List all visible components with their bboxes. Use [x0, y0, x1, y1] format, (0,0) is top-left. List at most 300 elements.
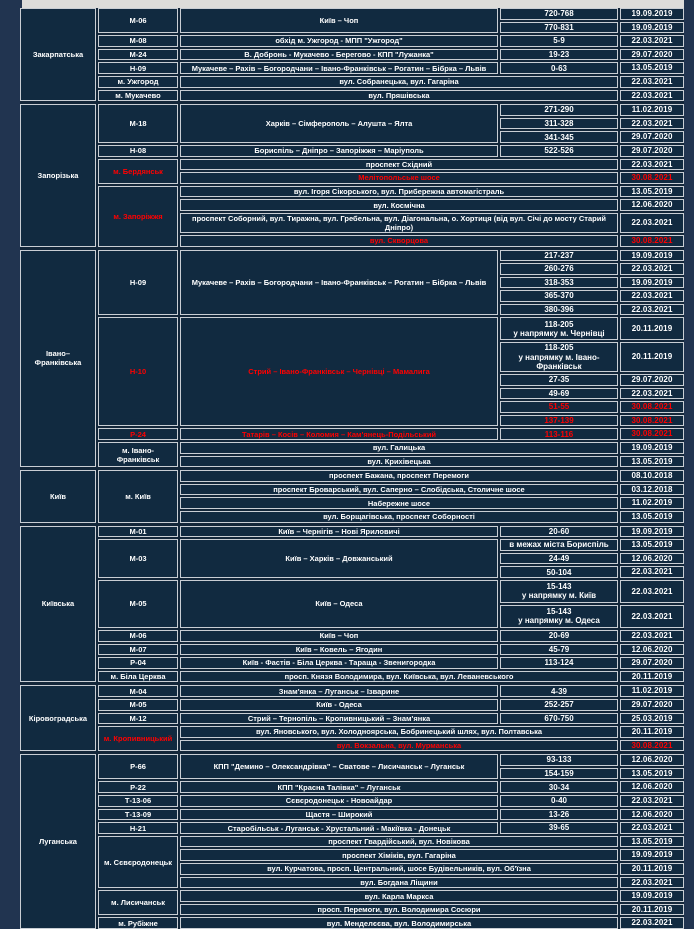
route-cell: обхід м. Ужгород - МПП "Ужгород"	[180, 35, 498, 47]
route-cell: Київ - Фастів - Біла Церква - Тараща - Звенигородка	[180, 657, 498, 669]
date-cell: 12.06.2020	[620, 553, 684, 565]
route-cell: Київ - Одеса	[180, 699, 498, 711]
road-code-cell: М-04	[98, 685, 178, 697]
entry-row	[180, 904, 684, 916]
date-cell: 22.03.2021	[620, 213, 684, 233]
date-cell: 13.05.2019	[620, 836, 684, 848]
route-cell: Стрий – Тернопіль – Кропивницький – Знам'янка	[180, 713, 498, 725]
date-cell: 22.03.2021	[620, 877, 684, 889]
road-block	[98, 795, 684, 807]
entry-row	[180, 199, 684, 211]
km-date-entries	[500, 699, 684, 711]
road-block	[98, 630, 684, 642]
km-date-entries	[500, 630, 684, 642]
km-cell	[500, 8, 618, 20]
km-range: 318-353	[544, 277, 574, 287]
street-cell: проспект Хіміків, вул. Гагаріна	[180, 849, 618, 861]
entry-row	[500, 754, 684, 766]
km-range: 720-768	[544, 9, 574, 19]
entry-row	[180, 159, 684, 171]
date-cell: 29.07.2020	[620, 145, 684, 157]
entry-row	[180, 456, 684, 468]
date-cell: 29.07.2020	[620, 699, 684, 711]
km-date-entries	[500, 145, 684, 157]
road-block	[98, 713, 684, 725]
street-cell: проспект Бажана, проспект Перемоги	[180, 470, 618, 482]
road-block	[98, 685, 684, 697]
entry-row	[180, 186, 684, 198]
date-cell: 22.03.2021	[620, 917, 684, 929]
date-cell: 22.03.2021	[620, 605, 684, 628]
date-cell: 30.08.2021	[620, 401, 684, 413]
date-cell: 22.03.2021	[620, 263, 684, 275]
km-date-entries	[500, 539, 684, 578]
km-cell	[500, 580, 618, 603]
route-cell: Татарів – Косів – Коломия – Кам'янець-Подільський	[180, 428, 498, 440]
road-block	[98, 250, 684, 316]
road-code-cell: Н-09	[98, 250, 178, 316]
km-direction: у напрямку м. Одеса	[518, 616, 600, 626]
date-cell: 20.11.2019	[620, 671, 684, 683]
km-date-entries	[500, 526, 684, 538]
entry-row	[500, 428, 684, 440]
road-block	[98, 644, 684, 656]
date-cell: 22.03.2021	[620, 76, 684, 88]
km-range: 154-159	[544, 769, 574, 779]
region-name-cell: Кіровоградська	[20, 685, 96, 751]
road-code-cell: М-06	[98, 630, 178, 642]
street-cell: Набережне шосе	[180, 497, 618, 509]
city-name-cell: м. Кропивницький	[98, 726, 178, 751]
date-cell: 13.05.2019	[620, 186, 684, 198]
block-inner	[180, 428, 684, 440]
street-cell: вул. Собранецька, вул. Гагаріна	[180, 76, 618, 88]
region-content	[98, 754, 684, 929]
date-cell: 03.12.2018	[620, 484, 684, 496]
street-cell: вул. Карла Маркса	[180, 890, 618, 902]
region-row	[20, 250, 684, 468]
region-name-cell: Запорізька	[20, 104, 96, 246]
entry-row	[180, 76, 684, 88]
date-cell: 08.10.2018	[620, 470, 684, 482]
entry-row	[500, 22, 684, 34]
date-cell: 30.08.2021	[620, 428, 684, 440]
km-cell	[500, 781, 618, 793]
entry-row	[180, 849, 684, 861]
route-cell: Харків – Сімферополь – Алушта – Ялта	[180, 104, 498, 143]
region-row	[20, 754, 684, 929]
entry-row	[180, 497, 684, 509]
km-date-entries	[500, 428, 684, 440]
km-cell	[500, 104, 618, 116]
block-inner	[180, 713, 684, 725]
road-code-cell: Н-21	[98, 822, 178, 834]
road-code-cell: Т-13-06	[98, 795, 178, 807]
date-cell: 11.02.2019	[620, 104, 684, 116]
date-cell: 11.02.2019	[620, 497, 684, 509]
route-cell: Київ – Одеса	[180, 580, 498, 628]
date-cell: 13.05.2019	[620, 511, 684, 523]
city-street-entries	[180, 90, 684, 102]
street-cell: проспект Соборний, вул. Тиражна, вул. Гребельна, вул. Діагональна, о. Хортиця (від вул. Січі до мосту Старий Дніпро)	[180, 213, 618, 233]
km-cell	[500, 795, 618, 807]
block-inner	[180, 754, 684, 779]
street-cell: просп. Перемоги, вул. Володимира Сосюри	[180, 904, 618, 916]
entry-row	[500, 699, 684, 711]
date-cell: 20.11.2019	[620, 342, 684, 372]
km-range: 93-133	[546, 755, 572, 765]
city-street-entries	[180, 159, 684, 184]
km-cell	[500, 713, 618, 725]
km-cell	[500, 699, 618, 711]
city-name-cell: м. Мукачево	[98, 90, 178, 102]
entry-row	[500, 644, 684, 656]
date-cell: 20.11.2019	[620, 863, 684, 875]
km-date-entries	[500, 104, 684, 143]
date-cell: 30.08.2021	[620, 415, 684, 427]
entry-row	[500, 539, 684, 551]
block-inner	[180, 317, 684, 426]
km-range: 4-39	[550, 686, 567, 696]
km-range: 27-35	[548, 375, 570, 385]
road-block	[98, 104, 684, 143]
route-cell: В. Добронь - Мукачево - Берегово - КПП "Лужанка"	[180, 49, 498, 61]
date-cell: 22.03.2021	[620, 90, 684, 102]
entry-row	[180, 917, 684, 929]
km-range: 217-237	[544, 250, 574, 260]
km-cell	[500, 388, 618, 400]
city-street-entries	[180, 890, 684, 915]
km-cell	[500, 809, 618, 821]
entry-row	[500, 685, 684, 697]
km-cell	[500, 401, 618, 413]
km-direction: у напрямку м. Київ	[521, 591, 597, 601]
km-range: 365-370	[544, 291, 574, 301]
route-cell: Київ – Харків – Довжанський	[180, 539, 498, 578]
km-cell	[500, 131, 618, 143]
entry-row	[500, 304, 684, 316]
road-code-cell: Т-13-09	[98, 809, 178, 821]
entry-row	[500, 605, 684, 628]
date-cell: 20.11.2019	[620, 317, 684, 340]
km-range: 252-257	[544, 700, 574, 710]
route-cell: Київ – Ковель – Ягодин	[180, 644, 498, 656]
km-range: 113-116	[544, 429, 574, 439]
city-block	[98, 442, 684, 467]
route-cell: Київ – Чоп	[180, 8, 498, 33]
road-code-cell: М-08	[98, 35, 178, 47]
region-content	[98, 526, 684, 683]
road-code-cell: Н-08	[98, 145, 178, 157]
date-cell: 13.05.2019	[620, 768, 684, 780]
region-row	[20, 685, 684, 751]
km-range: 20-69	[548, 631, 570, 641]
road-block	[98, 145, 684, 157]
city-street-entries	[180, 442, 684, 467]
entry-row	[500, 145, 684, 157]
block-inner	[180, 644, 684, 656]
street-cell: просп. Князя Володимира, вул. Київська, вул. Леваневського	[180, 671, 618, 683]
city-street-entries	[180, 726, 684, 751]
entry-row	[500, 781, 684, 793]
km-direction: у напрямку м. Чернівці	[513, 328, 605, 338]
road-block	[98, 317, 684, 426]
km-range: 260-276	[544, 264, 574, 274]
street-cell: проспект Гвардійський, вул. Новікова	[180, 836, 618, 848]
street-cell: вул. Богдана Ліщини	[180, 877, 618, 889]
date-cell: 19.09.2019	[620, 442, 684, 454]
date-cell: 22.03.2021	[620, 580, 684, 603]
entry-row	[500, 553, 684, 565]
city-block	[98, 470, 684, 522]
region-content	[98, 470, 684, 522]
road-code-cell: Н-09	[98, 62, 178, 74]
region-name-cell: Закарпатська	[20, 8, 96, 101]
km-date-entries	[500, 580, 684, 628]
entry-row	[500, 388, 684, 400]
street-cell: вул. Пряшівська	[180, 90, 618, 102]
city-name-cell: м. Івано-Франківськ	[98, 442, 178, 467]
city-block	[98, 726, 684, 751]
date-cell: 25.03.2019	[620, 713, 684, 725]
km-cell	[500, 428, 618, 440]
date-cell: 22.03.2021	[620, 795, 684, 807]
km-date-entries	[500, 713, 684, 725]
road-code-cell: Р-24	[98, 428, 178, 440]
route-cell: КПП "Красна Талівка" – Луганськ	[180, 781, 498, 793]
date-cell: 12.06.2020	[620, 781, 684, 793]
date-cell: 19.09.2019	[620, 890, 684, 902]
road-code-cell: М-18	[98, 104, 178, 143]
km-cell	[500, 304, 618, 316]
city-street-entries	[180, 76, 684, 88]
km-cell	[500, 118, 618, 130]
km-range: 522-526	[544, 146, 574, 156]
km-cell	[500, 415, 618, 427]
street-cell: вул. Ігоря Сікорського, вул. Прибережна автомагістраль	[180, 186, 618, 198]
km-date-entries	[500, 822, 684, 834]
date-cell: 29.07.2020	[620, 131, 684, 143]
route-cell: Київ – Чоп	[180, 630, 498, 642]
road-code-cell: М-05	[98, 580, 178, 628]
region-row	[20, 470, 684, 522]
entry-row	[180, 235, 684, 247]
km-cell	[500, 250, 618, 262]
city-block	[98, 671, 684, 683]
km-range: 271-290	[544, 105, 574, 115]
region-content	[98, 250, 684, 468]
street-cell: вул. Борщагівська, проспект Соборності	[180, 511, 618, 523]
block-inner	[180, 104, 684, 143]
entry-row	[180, 836, 684, 848]
entry-row	[180, 90, 684, 102]
date-cell: 19.09.2019	[620, 277, 684, 289]
entry-row	[500, 374, 684, 386]
block-inner	[180, 809, 684, 821]
street-cell: вул. Вокзальна, вул. Мурманська	[180, 740, 618, 752]
entry-row	[500, 415, 684, 427]
km-range: 51-55	[548, 402, 570, 412]
region-name-cell: Київ	[20, 470, 96, 522]
km-cell	[500, 277, 618, 289]
road-block	[98, 62, 684, 74]
km-date-entries	[500, 35, 684, 47]
km-cell	[500, 263, 618, 275]
road-code-cell: М-01	[98, 526, 178, 538]
block-inner	[180, 250, 684, 316]
entry-row	[500, 250, 684, 262]
region-content	[98, 8, 684, 101]
block-inner	[180, 35, 684, 47]
route-cell: Щастя – Широкий	[180, 809, 498, 821]
date-cell: 30.08.2021	[620, 740, 684, 752]
km-date-entries	[500, 8, 684, 33]
entry-row	[500, 35, 684, 47]
route-cell: Сєвєродонецьк - Новоайдар	[180, 795, 498, 807]
block-inner	[180, 657, 684, 669]
km-range: 113-124	[544, 658, 574, 668]
km-range: 5-9	[553, 36, 565, 46]
km-range: 137-139	[544, 416, 574, 426]
road-block	[98, 580, 684, 628]
city-name-cell: м. Рубіжне	[98, 917, 178, 929]
entry-row	[500, 104, 684, 116]
km-date-entries	[500, 809, 684, 821]
road-block	[98, 35, 684, 47]
km-range: в межах міста Бориспіль	[509, 540, 609, 550]
block-inner	[180, 145, 684, 157]
km-range: 380-396	[544, 305, 574, 315]
date-cell: 12.06.2020	[620, 754, 684, 766]
street-cell: вул. Яновського, вул. Холодноярська, Бобринецький шлях, вул. Полтавська	[180, 726, 618, 738]
entry-row	[500, 630, 684, 642]
km-cell	[500, 62, 618, 74]
km-range: 118-205	[544, 319, 574, 329]
entry-row	[180, 442, 684, 454]
road-code-cell: М-03	[98, 539, 178, 578]
entry-row	[500, 580, 684, 603]
km-date-entries	[500, 62, 684, 74]
city-block	[98, 159, 684, 184]
date-cell: 13.05.2019	[620, 456, 684, 468]
route-cell: Знам'янка – Луганськ – Ізварине	[180, 685, 498, 697]
date-cell: 19.09.2019	[620, 250, 684, 262]
km-cell	[500, 630, 618, 642]
km-range: 0-63	[550, 63, 567, 73]
entry-row	[500, 401, 684, 413]
date-cell: 19.09.2019	[620, 8, 684, 20]
date-cell: 12.06.2020	[620, 199, 684, 211]
km-range: 13-26	[548, 809, 570, 819]
entry-row	[500, 809, 684, 821]
entry-row	[180, 890, 684, 902]
block-inner	[180, 685, 684, 697]
street-cell: вул. Курчатова, просп. Центральний, шосе Будівельників, вул. Об'їзна	[180, 863, 618, 875]
road-code-cell: Н-10	[98, 317, 178, 426]
road-block	[98, 539, 684, 578]
street-cell: вул. Скворцова	[180, 235, 618, 247]
date-cell: 22.03.2021	[620, 304, 684, 316]
km-date-entries	[500, 795, 684, 807]
km-date-entries	[500, 250, 684, 316]
km-cell	[500, 685, 618, 697]
date-cell: 30.08.2021	[620, 172, 684, 184]
road-code-cell: Р-22	[98, 781, 178, 793]
region-name-cell: Київська	[20, 526, 96, 683]
entry-row	[180, 863, 684, 875]
date-cell: 22.03.2021	[620, 822, 684, 834]
road-code-cell: М-05	[98, 699, 178, 711]
date-cell: 29.07.2020	[620, 49, 684, 61]
entry-row	[180, 740, 684, 752]
route-cell: Мукачеве – Рахів – Богородчани – Івано-Франківськ – Рогатин – Бібрка – Львів	[180, 62, 498, 74]
km-range: 770-831	[544, 22, 574, 32]
road-block	[98, 657, 684, 669]
route-cell: Мукачеве – Рахів – Богородчани – Івано-Франківськ – Рогатин – Бібрка – Львів	[180, 250, 498, 316]
km-cell	[500, 657, 618, 669]
km-cell	[500, 539, 618, 551]
block-inner	[180, 539, 684, 578]
km-cell	[500, 768, 618, 780]
city-street-entries	[180, 836, 684, 888]
road-block	[98, 822, 684, 834]
date-cell: 19.09.2019	[620, 849, 684, 861]
road-code-cell: М-06	[98, 8, 178, 33]
city-name-cell: м. Київ	[98, 470, 178, 522]
km-cell	[500, 35, 618, 47]
route-cell: КПП "Демино – Олександрівка" – Сватове – Лисичанськ – Луганськ	[180, 754, 498, 779]
road-code-cell: М-12	[98, 713, 178, 725]
date-cell: 22.03.2021	[620, 388, 684, 400]
entry-row	[180, 213, 684, 233]
street-cell: проспект Східний	[180, 159, 618, 171]
km-date-entries	[500, 644, 684, 656]
km-range: 39-65	[548, 823, 570, 833]
road-table	[20, 8, 684, 929]
route-cell: Бориспіль – Дніпро – Запоріжжя – Маріуполь	[180, 145, 498, 157]
km-cell	[500, 317, 618, 340]
km-range: 20-60	[548, 526, 570, 536]
km-cell	[500, 290, 618, 302]
date-cell: 19.09.2019	[620, 526, 684, 538]
date-cell: 29.07.2020	[620, 657, 684, 669]
entry-row	[500, 317, 684, 340]
city-name-cell: м. Ужгород	[98, 76, 178, 88]
km-range: 670-750	[544, 713, 574, 723]
km-range: 341-345	[544, 132, 574, 142]
city-name-cell: м. Запоріжжя	[98, 186, 178, 247]
city-block	[98, 90, 684, 102]
city-street-entries	[180, 671, 684, 683]
date-cell: 30.08.2021	[620, 235, 684, 247]
km-range: 24-49	[548, 553, 570, 563]
date-cell: 29.07.2020	[620, 374, 684, 386]
date-cell: 11.02.2019	[620, 685, 684, 697]
street-cell: Мелітопольське шосе	[180, 172, 618, 184]
road-block	[98, 781, 684, 793]
block-inner	[180, 781, 684, 793]
date-cell: 22.03.2021	[620, 566, 684, 578]
entry-row	[500, 277, 684, 289]
city-block	[98, 917, 684, 929]
road-code-cell: М-24	[98, 49, 178, 61]
entry-row	[180, 172, 684, 184]
km-cell	[500, 49, 618, 61]
entry-row	[500, 713, 684, 725]
road-block	[98, 8, 684, 33]
date-cell: 12.06.2020	[620, 644, 684, 656]
date-cell: 22.03.2021	[620, 159, 684, 171]
